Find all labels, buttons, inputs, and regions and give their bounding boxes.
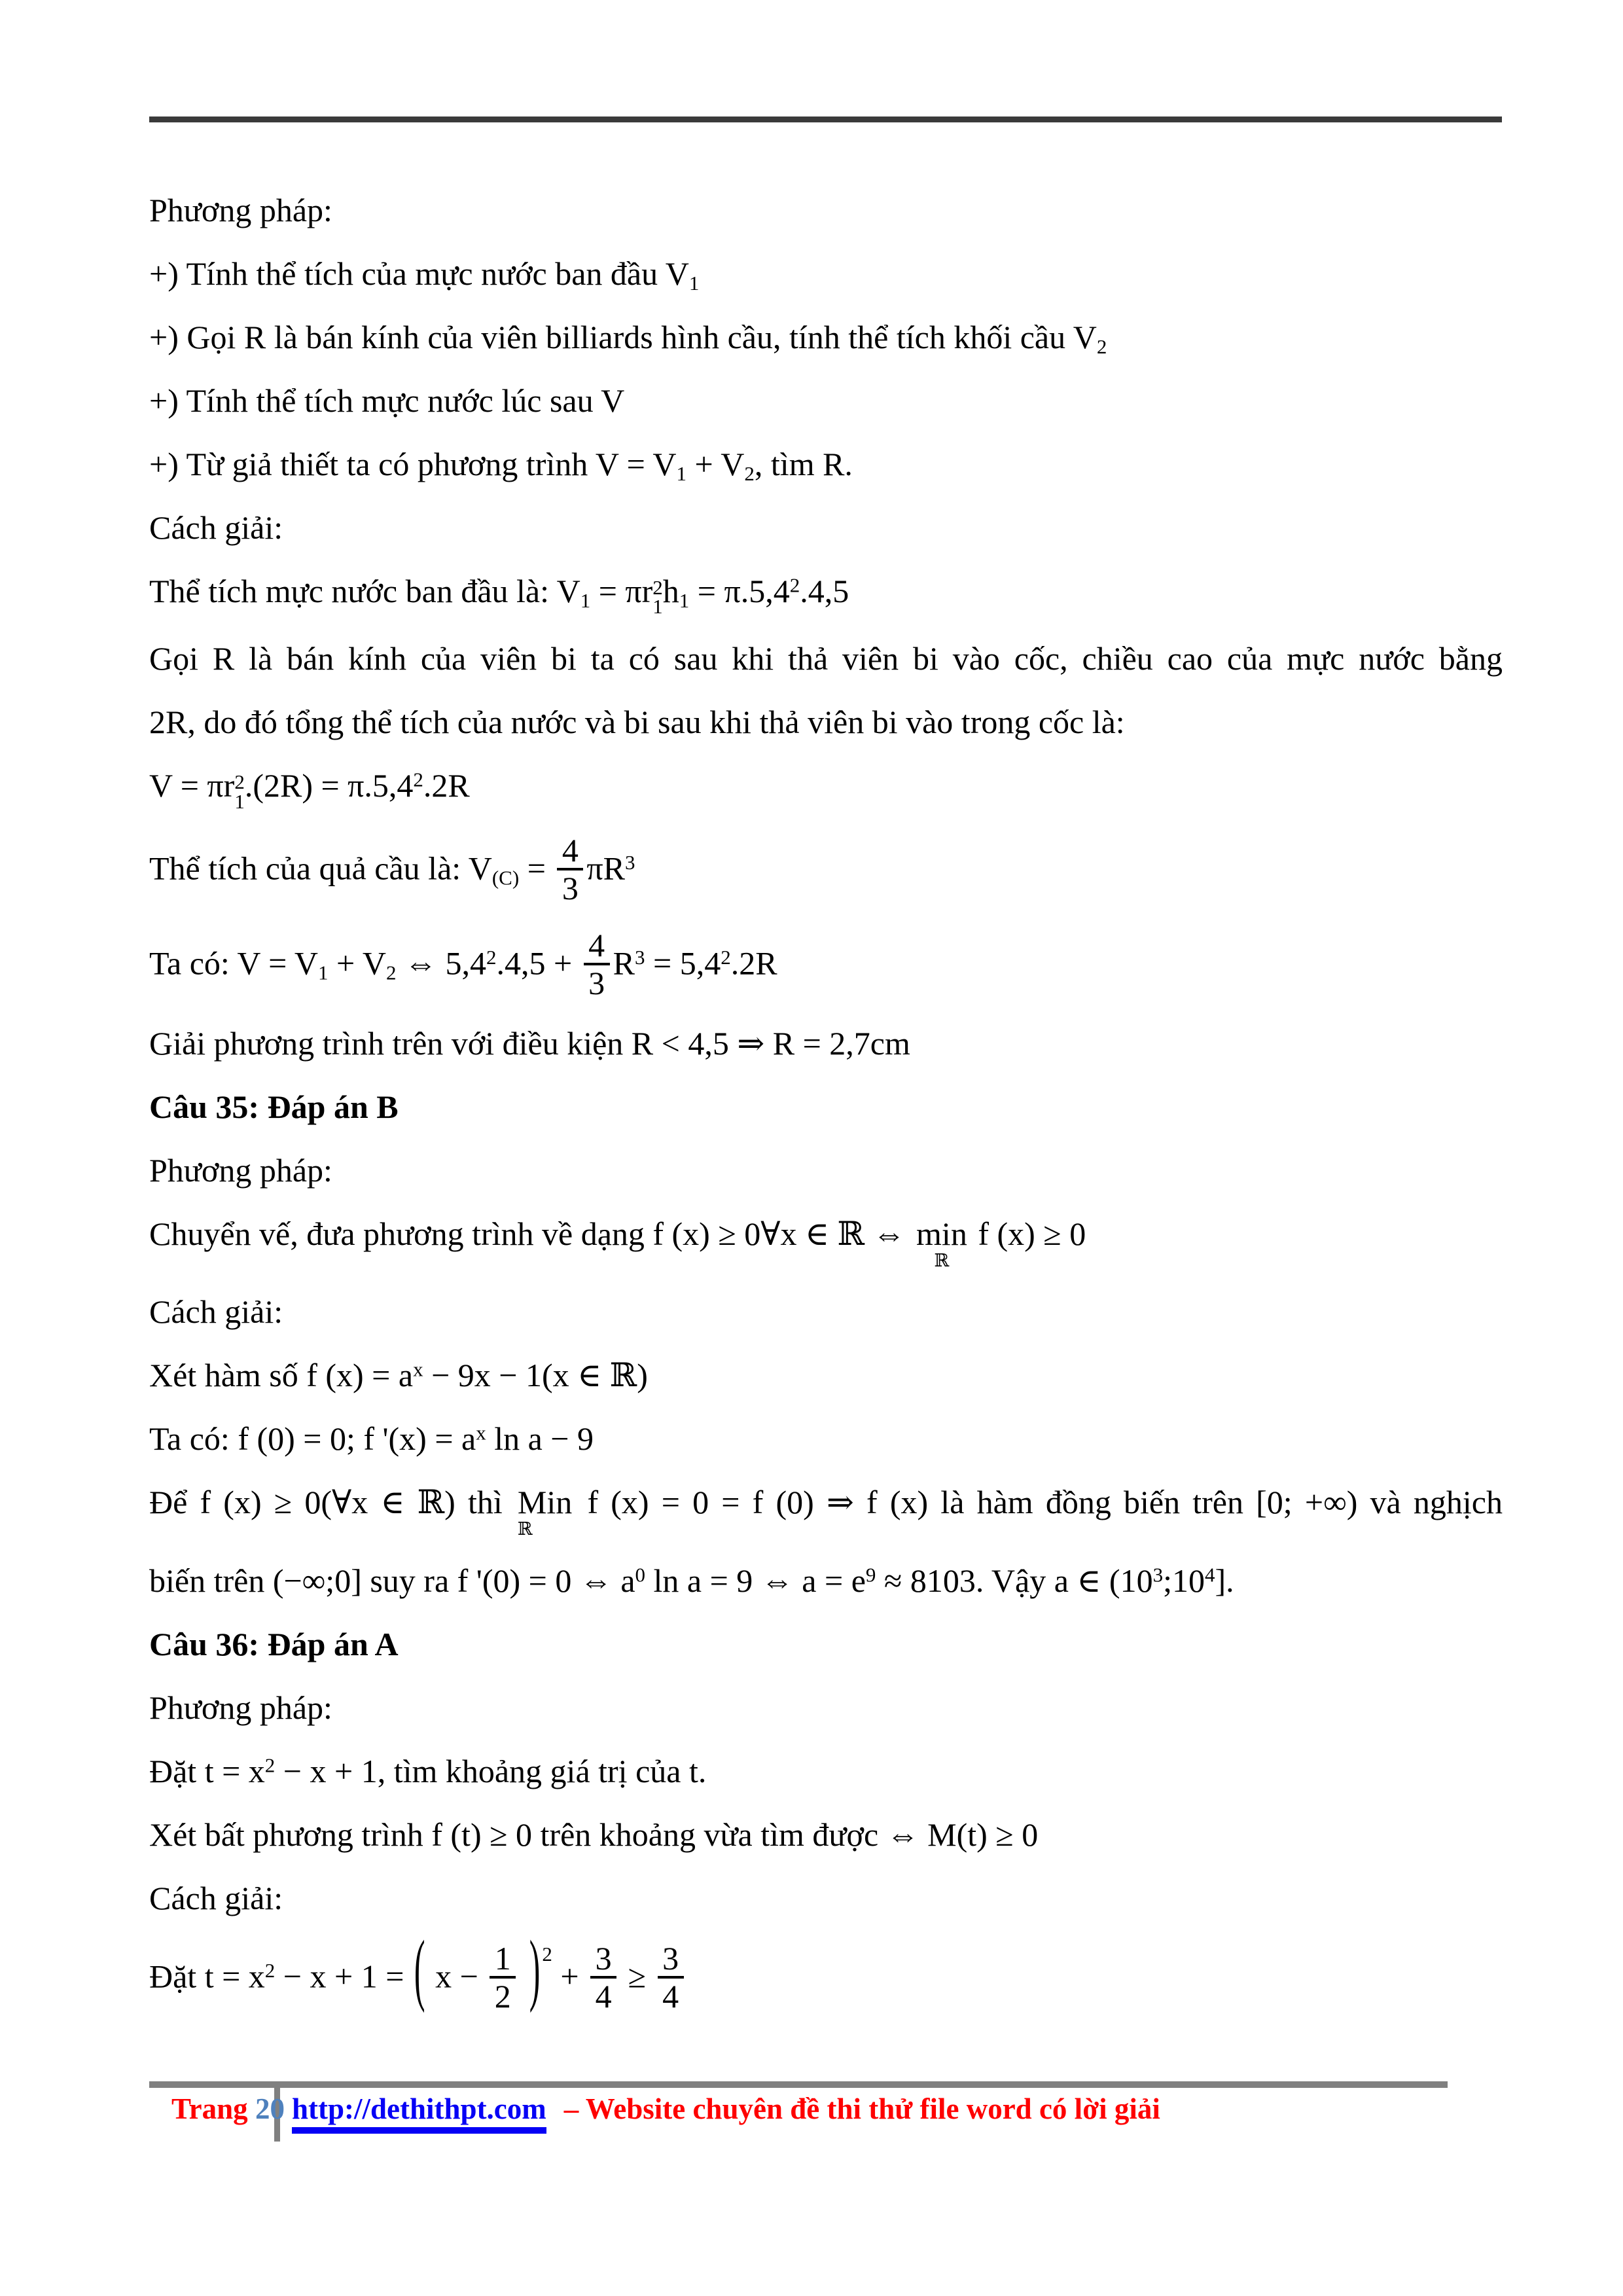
subscript: (C) [491, 866, 520, 889]
para-cach-giai-2 [149, 1291, 1503, 1333]
text-run: Câu 36: Đáp án A [149, 1625, 399, 1662]
superscript: 4 [1205, 1563, 1215, 1587]
fraction [584, 928, 610, 1001]
para-cach-giai-1 [149, 507, 1503, 548]
footer-site-info [292, 2092, 1160, 2126]
text-run: R [613, 944, 635, 982]
subscript: 2 [385, 961, 397, 984]
text-run: Cách giải: [149, 1879, 283, 1916]
text-run: Đặt t = x [149, 1752, 265, 1789]
text-run: Phương pháp: [149, 192, 332, 228]
limit-operator: Min [517, 1484, 573, 1521]
text-run: ln a = 9 ⇔ a = e [645, 1562, 866, 1599]
text-run: Chuyển vế, đưa phương trình về dạng f (x) ≥ 0∀x ∈ ℝ ⇔ [149, 1215, 914, 1252]
subscript: 2 [744, 461, 755, 485]
text-run: = [519, 850, 554, 887]
sup-sub-stack [652, 575, 663, 619]
eq-dat-t [149, 1751, 1503, 1792]
denominator: 2 [490, 1976, 516, 2014]
limit-domain: ℝ [517, 1518, 533, 1539]
text-run: Xét hàm số f (x) = a [149, 1357, 414, 1394]
superscript: 2 [234, 770, 245, 794]
limit-stack [916, 1217, 967, 1270]
text-run [519, 1958, 527, 1994]
bullet-tinh-v1 [149, 253, 1503, 295]
text-run: x − [427, 1958, 487, 1995]
eq-ta-co-f0 [149, 1418, 1503, 1460]
text-run: +) Từ giả thiết ta có phương trình V = V [149, 446, 677, 482]
superscript: 3 [635, 945, 645, 969]
numerator: 4 [562, 831, 579, 869]
fraction [490, 1941, 516, 2014]
superscript: 2 [413, 768, 423, 791]
superscript: 3 [624, 850, 635, 874]
text-run: biến trên (−∞;0] suy ra f '(0) = 0 ⇔ a [149, 1562, 635, 1599]
superscript: 0 [635, 1563, 646, 1587]
text-run: Giải phương trình trên với điều kiện R < 4,5 ⇒ R = 2,7cm [149, 1024, 910, 1062]
limit-domain: ℝ [934, 1249, 950, 1270]
numerator: 3 [662, 1939, 679, 1977]
subscript: 1 [580, 588, 591, 612]
text-run: ⇔ 5,4 [396, 944, 486, 982]
text-run: ≈ 8103. Vậy a ∈ (10 [876, 1562, 1153, 1599]
superscript: 2 [264, 1753, 276, 1777]
superscript: 2 [721, 945, 731, 969]
text-run: − x + 1, tìm khoảng giá trị của t. [275, 1752, 707, 1789]
text-run: = π.5,4 [689, 573, 790, 609]
text-run: +) Gọi R là bán kính của viên billiards hình cầu, tính thể tích khối cầu V [149, 319, 1097, 355]
text-run: +) Tính thể tích của mực nước ban đầu V [149, 255, 689, 292]
heading-cau-35 [149, 1086, 1503, 1128]
text-run: f (x) ≥ 0 [969, 1215, 1086, 1252]
superscript-high: 2 [542, 1943, 552, 1966]
para-bien-tren [149, 1560, 1503, 1602]
para-phuong-phap-3 [149, 1687, 1503, 1729]
text-run: ≥ [620, 1958, 654, 1995]
text-run: Đặt t = x [149, 1958, 265, 1995]
text-run: − 9x − 1(x ∈ ℝ) [423, 1357, 648, 1394]
footer-tagline: – Website chuyên đề thi thử file word có lời giải [563, 2092, 1160, 2125]
bullet-tu-gia-thiet [149, 444, 1503, 485]
text-run: + V [328, 944, 386, 982]
denominator: 3 [557, 868, 583, 906]
fraction [658, 1941, 684, 2014]
eq-xet-bat-pt [149, 1814, 1503, 1856]
para-de-fx [149, 1482, 1503, 1538]
subscript: 1 [679, 588, 690, 612]
superscript: 2 [486, 945, 497, 969]
numerator: 1 [494, 1939, 511, 1977]
eq-v-2r [149, 765, 1503, 813]
para-giai-phuong-trinh [149, 1023, 1503, 1064]
text-run: .(2R) = π.5,4 [244, 767, 414, 804]
text-run: h [662, 573, 679, 609]
bullet-goi-r [149, 317, 1503, 358]
para-2r-tong-the-tich [149, 702, 1503, 743]
footer-page-label: Trang [171, 2092, 248, 2125]
text-run: − x + 1 = [275, 1958, 412, 1995]
fraction [557, 833, 583, 906]
eq-the-tich-qua-cau [149, 833, 1503, 906]
text-run: πR [586, 850, 625, 887]
footer-page-info [171, 2092, 285, 2126]
superscript: x [476, 1421, 486, 1444]
text-run: Ta có: V = V [149, 944, 319, 982]
text-run: Thể tích mực nước ban đầu là: V [149, 573, 580, 609]
subscript: 1 [676, 461, 687, 485]
para-cach-giai-3 [149, 1878, 1503, 1919]
text-run: ;10 [1163, 1562, 1205, 1599]
eq-xet-ham-so [149, 1355, 1503, 1396]
limit-operator: min [916, 1215, 967, 1252]
subscript: 1 [318, 961, 329, 984]
numerator: 3 [595, 1939, 612, 1977]
text-run: 2R, do đó tổng thể tích của nước và bi sau khi thả viên bi vào trong cốc là: [149, 704, 1125, 741]
denominator: 4 [658, 1976, 684, 2014]
text-run: .2R [730, 944, 777, 982]
superscript: 9 [865, 1563, 876, 1587]
denominator: 3 [584, 963, 610, 1001]
text-run: +) Tính thể tích mực nước lúc sau V [149, 382, 625, 419]
text-run: ]. [1215, 1562, 1234, 1599]
big-paren: ) [529, 1924, 541, 2014]
superscript: 2 [264, 1958, 276, 1982]
text-run: ln a − 9 [486, 1420, 594, 1458]
heading-cau-36 [149, 1624, 1503, 1665]
text-run: + [552, 1958, 588, 1995]
subscript: 1 [688, 271, 700, 295]
footer-page-number: 20 [255, 2092, 285, 2125]
text-run: = 5,4 [645, 944, 721, 982]
para-phuong-phap-2 [149, 1150, 1503, 1191]
text-run: Cách giải: [149, 509, 283, 546]
text-run: Ta có: f (0) = 0; f '(x) = a [149, 1420, 476, 1458]
text-run: Thể tích của quả cầu là: V [149, 850, 492, 887]
fraction [590, 1941, 616, 2014]
eq-dat-t-full [149, 1924, 1503, 2015]
text-run: , tìm R. [754, 446, 853, 482]
text-run: .4,5 + [496, 944, 580, 982]
text-run: Xét bất phương trình f (t) ≥ 0 trên khoảng vừa tìm được ⇔ M(t) ≥ 0 [149, 1816, 1039, 1853]
sup-sub-stack [234, 772, 245, 811]
text-run: f (x) = 0 = f (0) ⇒ f (x) là hàm đồng biến trên [0; +∞) và nghịch [575, 1484, 1503, 1521]
text-run: + V [687, 446, 745, 482]
eq-chuyen-ve [149, 1213, 1503, 1270]
superscript: 3 [1152, 1563, 1164, 1587]
text-run: Để f (x) ≥ 0(∀x ∈ ℝ) thì [149, 1484, 515, 1521]
text-run: Phương pháp: [149, 1689, 332, 1726]
text-run: = πr [590, 573, 653, 609]
footer-top-rule [149, 2081, 1448, 2088]
denominator: 4 [590, 1976, 616, 2014]
eq-the-tich-ban-dau [149, 571, 1503, 619]
superscript: x [413, 1357, 423, 1381]
superscript: 2 [652, 575, 663, 599]
numerator: 4 [588, 926, 605, 963]
text-run: Câu 35: Đáp án B [149, 1088, 399, 1125]
header-rule [149, 117, 1502, 122]
limit-stack [518, 1486, 572, 1538]
text-run: Phương pháp: [149, 1151, 332, 1189]
text-run: Cách giải: [149, 1293, 283, 1331]
text-run: Gọi R là bán kính của viên bi ta có sau khi thả viên bi vào cốc, chiều cao của mực nước bằng [149, 640, 1503, 677]
big-paren: ( [414, 1924, 425, 2014]
text-run: V = πr [149, 767, 235, 804]
document-body [149, 190, 1503, 2036]
para-phuong-phap-1 [149, 190, 1503, 231]
bullet-tinh-v [149, 380, 1503, 422]
eq-ta-co-v1-v2 [149, 928, 1503, 1001]
superscript: 2 [789, 573, 800, 597]
text-run: .2R [423, 767, 470, 804]
para-goi-r-vien-bi [149, 638, 1503, 679]
subscript: 2 [1096, 334, 1107, 358]
subscript: 1 [234, 789, 245, 813]
subscript: 1 [652, 595, 663, 619]
text-run: .4,5 [800, 573, 849, 609]
footer-website-link[interactable]: http://dethithpt.com [292, 2092, 546, 2134]
